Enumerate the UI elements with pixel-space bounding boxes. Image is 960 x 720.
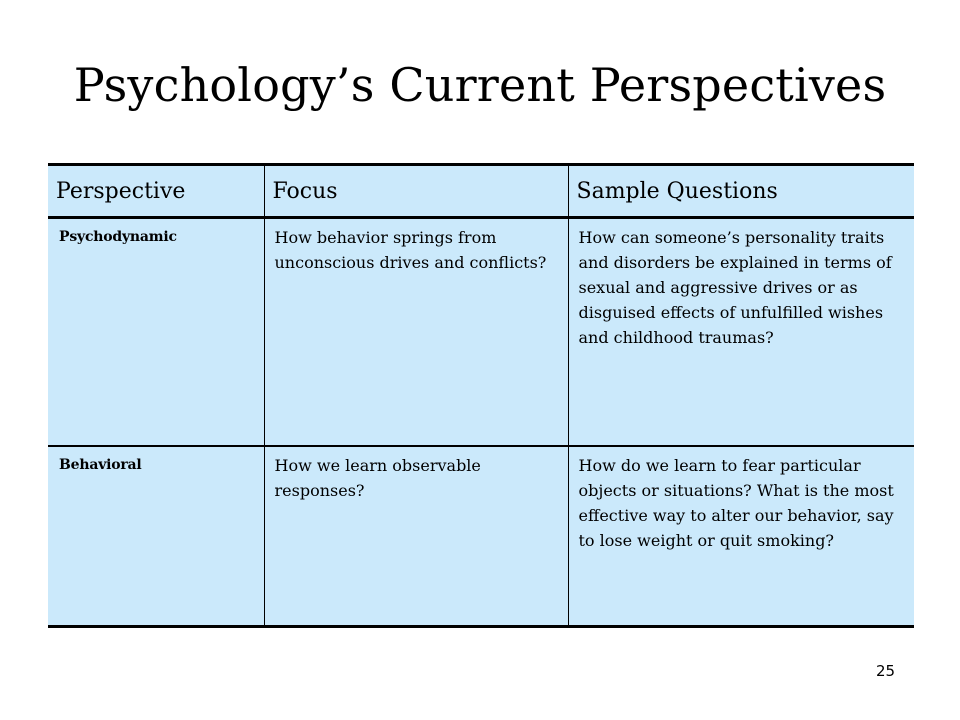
table-row — [48, 446, 914, 627]
header-sample-questions: Sample Questions — [568, 165, 914, 218]
header-perspective: Perspective — [48, 165, 264, 218]
focus-cell: How we learn observable responses? — [264, 446, 568, 627]
perspective-cell: Psychodynamic — [48, 218, 264, 447]
focus-cell: How behavior springs from unconscious drives and conflicts? — [264, 218, 568, 447]
header-focus: Focus — [264, 165, 568, 218]
sample-questions-cell: How do we learn to fear particular objects or situations? What is the most effective way to alter our behavior, say to lose weight or quit smoking? — [568, 446, 914, 627]
perspective-cell: Behavioral — [48, 446, 264, 627]
slide-title: Psychology’s Current Perspectives — [73, 58, 887, 112]
table-header-row — [48, 165, 914, 218]
sample-questions-cell: How can someone’s personality traits and disorders be explained in terms of sexual and aggressive drives or as disguised effects of unfulfilled wishes and childhood traumas? — [568, 218, 914, 447]
page-number: 25 — [876, 662, 896, 680]
perspectives-table — [48, 163, 914, 628]
table-row — [48, 218, 914, 447]
